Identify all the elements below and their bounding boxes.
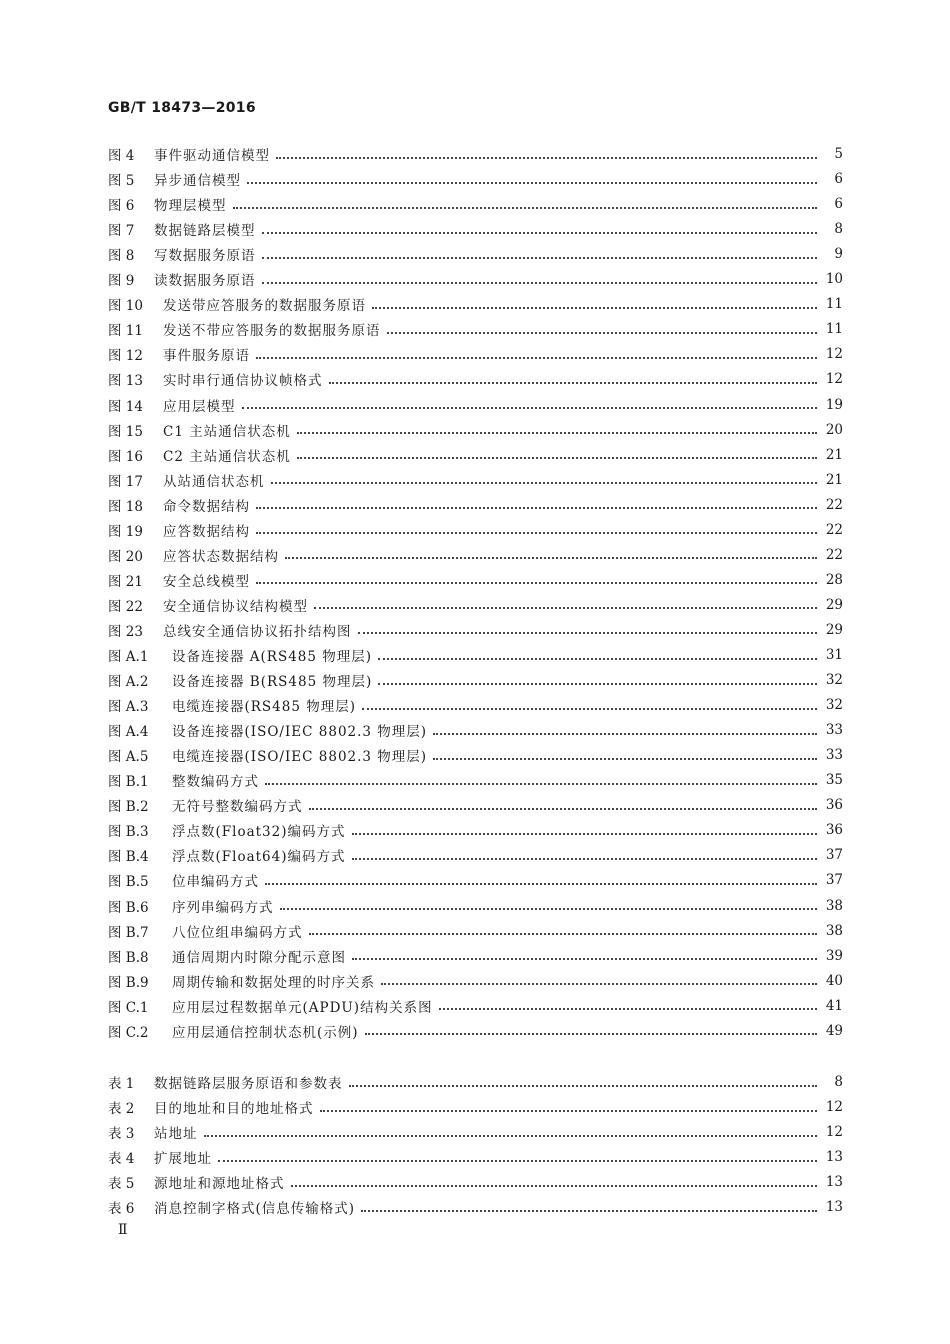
entry-title: C2 主站通信状态机 xyxy=(163,448,291,465)
toc-figure-entry[interactable] xyxy=(108,445,843,465)
entry-title: 安全总线模型 xyxy=(163,573,250,590)
entry-number: 表 4 xyxy=(108,1151,135,1168)
entry-number: 图 10 xyxy=(108,298,143,315)
entry-title: 事件驱动通信模型 xyxy=(154,148,270,164)
entry-title: 安全通信协议结构模型 xyxy=(163,598,308,615)
entry-title: 物理层模型 xyxy=(154,198,227,215)
entry-page-number: 13 xyxy=(825,1174,843,1191)
entry-number: 图 B.6 xyxy=(108,899,149,916)
toc-table-entry[interactable] xyxy=(108,1197,843,1217)
entry-title: 设备连接器(ISO/IEC 8802.3 物理层) xyxy=(172,724,428,741)
dot-leader xyxy=(352,857,818,860)
entry-page-number: 33 xyxy=(825,722,843,739)
toc-figure-entry[interactable] xyxy=(108,269,843,289)
entry-number: 图 18 xyxy=(108,498,143,515)
dot-leader xyxy=(361,1209,817,1212)
toc-figure-entry[interactable] xyxy=(108,395,843,415)
entry-number: 图 B.7 xyxy=(108,924,149,941)
entry-page-number: 22 xyxy=(825,546,843,563)
entry-page-number: 13 xyxy=(825,1149,843,1166)
toc-table-entry[interactable] xyxy=(108,1097,843,1117)
entry-title: 应用层模型 xyxy=(163,398,236,415)
dot-leader xyxy=(314,606,817,609)
entry-page-number: 32 xyxy=(825,672,843,689)
entry-number: 图 B.9 xyxy=(108,974,149,991)
entry-number: 图 14 xyxy=(108,398,143,415)
dot-leader xyxy=(352,832,818,835)
dot-leader xyxy=(265,882,817,885)
entry-page-number: 38 xyxy=(825,922,843,939)
toc-figure-entry[interactable] xyxy=(108,820,843,840)
entry-page-number: 13 xyxy=(825,1199,843,1216)
entry-page-number: 40 xyxy=(825,972,843,989)
toc-figure-entry[interactable] xyxy=(108,720,843,740)
dot-leader xyxy=(309,807,818,810)
entry-number: 图 B.8 xyxy=(108,949,149,966)
entry-page-number: 20 xyxy=(825,421,843,438)
dot-leader xyxy=(242,406,818,409)
entry-page-number: 12 xyxy=(825,371,843,388)
dot-leader xyxy=(247,181,817,184)
entry-page-number: 9 xyxy=(834,246,843,263)
entry-number: 图 A.2 xyxy=(108,674,149,691)
entry-title: 源地址和源地址格式 xyxy=(154,1176,285,1193)
entry-title: C1 主站通信状态机 xyxy=(163,423,291,440)
dot-leader xyxy=(433,757,817,760)
entry-number: 图 21 xyxy=(108,573,143,590)
entry-page-number: 21 xyxy=(825,471,843,488)
dot-leader xyxy=(256,356,817,359)
toc-figure-entry[interactable] xyxy=(108,595,843,615)
entry-title: 设备连接器 B(RS485 物理层) xyxy=(172,674,373,691)
toc-figure-entry[interactable] xyxy=(108,1021,843,1041)
entry-page-number: 12 xyxy=(825,1099,843,1116)
entry-number: 图 A.5 xyxy=(108,749,149,766)
toc-figure-entry[interactable] xyxy=(108,996,843,1016)
toc-figure-entry[interactable] xyxy=(108,545,843,565)
dot-leader xyxy=(276,156,817,159)
entry-page-number: 32 xyxy=(825,697,843,714)
toc-figure-entry[interactable] xyxy=(108,921,843,941)
toc-figure-entry[interactable] xyxy=(108,946,843,966)
entry-title: 站地址 xyxy=(154,1126,198,1143)
entry-page-number: 11 xyxy=(825,321,843,338)
dot-leader xyxy=(381,982,817,985)
entry-number: 图 22 xyxy=(108,598,143,615)
toc-figure-entry[interactable] xyxy=(108,244,843,264)
toc-table-entry[interactable] xyxy=(108,1172,843,1192)
entry-title: 目的地址和目的地址格式 xyxy=(154,1101,314,1118)
entry-number: 图 4 xyxy=(108,148,135,164)
entry-number: 图 A.1 xyxy=(108,649,149,665)
entry-title: 无符号整数编码方式 xyxy=(172,799,303,816)
entry-page-number: 36 xyxy=(825,822,843,839)
entry-page-number: 33 xyxy=(825,747,843,764)
entry-number: 图 9 xyxy=(108,273,135,290)
toc-figure-entry[interactable] xyxy=(108,670,843,690)
toc-figure-entry[interactable] xyxy=(108,770,843,790)
dot-leader xyxy=(378,657,817,660)
entry-number: 图 B.5 xyxy=(108,874,149,891)
toc-figure-entry[interactable] xyxy=(108,971,843,991)
entry-title: 读数据服务原语 xyxy=(154,273,256,290)
toc-figure-entry[interactable] xyxy=(108,520,843,540)
entry-number: 图 B.1 xyxy=(108,774,149,791)
toc-figure-entry[interactable] xyxy=(108,194,843,214)
entry-title: 实时串行通信协议帧格式 xyxy=(163,373,323,390)
entry-title: 异步通信模型 xyxy=(154,173,241,190)
dot-leader xyxy=(349,1084,818,1087)
dot-leader xyxy=(233,206,818,209)
entry-page-number: 5 xyxy=(834,146,843,162)
toc-figure-entry[interactable] xyxy=(108,645,843,665)
dot-leader xyxy=(365,1032,817,1035)
entry-number: 图 8 xyxy=(108,248,135,265)
dot-leader xyxy=(352,957,817,960)
entry-page-number: 37 xyxy=(825,872,843,889)
entry-page-number: 49 xyxy=(825,1022,843,1039)
dot-leader xyxy=(265,782,817,785)
dot-leader xyxy=(297,431,817,434)
entry-title: 发送带应答服务的数据服务原语 xyxy=(163,298,366,315)
entry-title: 扩展地址 xyxy=(154,1151,212,1168)
entry-page-number: 8 xyxy=(834,221,843,238)
entry-number: 图 A.4 xyxy=(108,724,149,741)
entry-title: 消息控制字格式(信息传输格式) xyxy=(154,1201,356,1218)
entry-number: 图 11 xyxy=(108,323,143,340)
toc-table-entry[interactable] xyxy=(108,1072,843,1092)
entry-title: 数据链路层服务原语和参数表 xyxy=(154,1076,343,1092)
dot-leader xyxy=(280,907,818,910)
entry-page-number: 31 xyxy=(825,647,843,663)
entry-page-number: 19 xyxy=(825,396,843,413)
toc-figure-entry[interactable] xyxy=(108,495,843,515)
entry-title: 整数编码方式 xyxy=(172,774,259,791)
entry-title: 从站通信状态机 xyxy=(163,473,265,490)
dot-leader xyxy=(358,631,818,634)
entry-title: 应答状态数据结构 xyxy=(163,548,279,565)
toc-figure-entry[interactable] xyxy=(108,745,843,765)
entry-number: 图 19 xyxy=(108,523,143,540)
toc-figure-entry[interactable] xyxy=(108,896,843,916)
dot-leader xyxy=(387,331,818,334)
entry-page-number: 21 xyxy=(825,446,843,463)
entry-number: 图 12 xyxy=(108,348,143,365)
dot-leader xyxy=(262,281,818,284)
toc-figure-entry[interactable] xyxy=(108,795,843,815)
toc-figure-entry[interactable] xyxy=(108,570,843,590)
entry-number: 图 13 xyxy=(108,373,143,390)
entry-number: 表 1 xyxy=(108,1076,135,1092)
dot-leader xyxy=(378,682,817,685)
entry-title: 设备连接器 A(RS485 物理层) xyxy=(172,649,373,665)
document-header: GB/T 18473—2016 xyxy=(108,100,256,116)
dot-leader xyxy=(362,707,817,710)
dot-leader xyxy=(291,1184,818,1187)
entry-title: 电缆连接器(RS485 物理层) xyxy=(172,699,357,716)
toc-figure-entry[interactable] xyxy=(108,620,843,640)
toc-figure-entry[interactable] xyxy=(108,169,843,189)
dot-leader xyxy=(256,506,817,509)
dot-leader xyxy=(329,381,818,384)
entry-title: 位串编码方式 xyxy=(172,874,259,891)
entry-title: 应用层过程数据单元(APDU)结构关系图 xyxy=(172,999,433,1016)
dot-leader xyxy=(433,732,817,735)
entry-number: 图 7 xyxy=(108,223,135,240)
entry-number: 表 6 xyxy=(108,1201,135,1218)
dot-leader xyxy=(285,556,817,559)
toc-figure-entry[interactable] xyxy=(108,219,843,239)
entry-title: 电缆连接器(ISO/IEC 8802.3 物理层) xyxy=(172,749,428,766)
entry-number: 图 16 xyxy=(108,448,143,465)
entry-page-number: 29 xyxy=(825,621,843,638)
toc-table-entry[interactable] xyxy=(108,1147,843,1167)
entry-number: 表 2 xyxy=(108,1101,135,1118)
dot-leader xyxy=(271,481,818,484)
toc-figure-entry[interactable] xyxy=(108,420,843,440)
dot-leader xyxy=(218,1159,817,1162)
entry-title: 应答数据结构 xyxy=(163,523,250,540)
entry-title: 周期传输和数据处理的时序关系 xyxy=(172,974,375,991)
entry-page-number: 22 xyxy=(825,521,843,538)
dot-leader xyxy=(297,456,817,459)
toc-figure-entry[interactable] xyxy=(108,144,843,164)
entry-title: 通信周期内时隙分配示意图 xyxy=(172,949,346,966)
entry-title: 八位位组串编码方式 xyxy=(172,924,303,941)
entry-page-number: 6 xyxy=(834,196,843,213)
entry-title: 事件服务原语 xyxy=(163,348,250,365)
entry-number: 图 17 xyxy=(108,473,143,490)
entry-title: 命令数据结构 xyxy=(163,498,250,515)
entry-page-number: 10 xyxy=(825,271,843,288)
entry-page-number: 36 xyxy=(825,797,843,814)
entry-title: 总线安全通信协议拓扑结构图 xyxy=(163,623,352,640)
entry-number: 表 5 xyxy=(108,1176,135,1193)
entry-title: 数据链路层模型 xyxy=(154,223,256,240)
entry-number: 图 A.3 xyxy=(108,699,149,716)
entry-page-number: 6 xyxy=(834,171,843,188)
toc-figure-entry[interactable] xyxy=(108,319,843,339)
dot-leader xyxy=(256,531,817,534)
toc-figure-entry[interactable] xyxy=(108,470,843,490)
entry-title: 浮点数(Float32)编码方式 xyxy=(172,824,346,841)
entry-number: 图 23 xyxy=(108,623,143,640)
dot-leader xyxy=(262,231,818,234)
dot-leader xyxy=(262,256,818,259)
entry-number: 图 20 xyxy=(108,548,143,565)
entry-number: 图 B.3 xyxy=(108,824,149,841)
entry-number: 图 C.2 xyxy=(108,1024,149,1041)
toc-figure-entry[interactable] xyxy=(108,294,843,314)
toc-figure-entry[interactable] xyxy=(108,845,843,865)
entry-title: 发送不带应答服务的数据服务原语 xyxy=(163,323,381,340)
entry-page-number: 11 xyxy=(825,296,843,313)
entry-page-number: 35 xyxy=(825,772,843,789)
toc-figure-entry[interactable] xyxy=(108,344,843,364)
entry-page-number: 37 xyxy=(825,847,843,864)
entry-page-number: 41 xyxy=(825,997,843,1014)
entry-number: 图 B.2 xyxy=(108,799,149,816)
entry-page-number: 22 xyxy=(825,496,843,513)
entry-number: 图 C.1 xyxy=(108,999,149,1016)
entry-page-number: 39 xyxy=(825,947,843,964)
entry-page-number: 38 xyxy=(825,897,843,914)
entry-page-number: 8 xyxy=(834,1074,843,1090)
entry-page-number: 12 xyxy=(825,1124,843,1141)
dot-leader xyxy=(204,1134,818,1137)
entry-number: 图 B.4 xyxy=(108,849,149,866)
entry-number: 表 3 xyxy=(108,1126,135,1143)
entry-title: 序列串编码方式 xyxy=(172,899,274,916)
toc-figure-entry[interactable] xyxy=(108,870,843,890)
toc-table-entry[interactable] xyxy=(108,1122,843,1142)
dot-leader xyxy=(309,932,818,935)
dot-leader xyxy=(256,581,817,584)
entry-page-number: 28 xyxy=(825,571,843,588)
dot-leader xyxy=(439,1007,817,1010)
toc-figure-entry[interactable] xyxy=(108,695,843,715)
dot-leader xyxy=(372,306,817,309)
entry-number: 图 15 xyxy=(108,423,143,440)
toc-figure-entry[interactable] xyxy=(108,369,843,389)
entry-number: 图 6 xyxy=(108,198,135,215)
entry-page-number: 12 xyxy=(825,346,843,363)
entry-number: 图 5 xyxy=(108,173,135,190)
entry-title: 浮点数(Float64)编码方式 xyxy=(172,849,346,866)
page-number: Ⅱ xyxy=(118,1222,128,1238)
entry-title: 写数据服务原语 xyxy=(154,248,256,265)
dot-leader xyxy=(320,1109,818,1112)
entry-title: 应用层通信控制状态机(示例) xyxy=(172,1024,359,1041)
entry-page-number: 29 xyxy=(825,596,843,613)
